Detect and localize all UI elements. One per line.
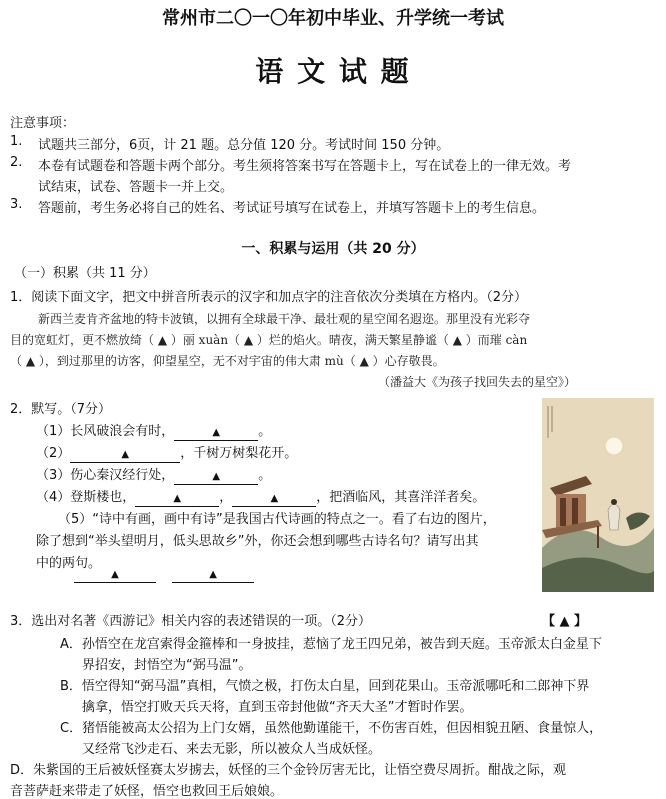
q2-line-1-text: （1）长风破浪会有时， (36, 424, 175, 439)
answer-blank[interactable] (172, 567, 254, 583)
q2-line-5: （5）“诗中有画，画中有诗”是我国古代诗画的特点之一。看了右边的图片， (58, 512, 496, 527)
q2-line-3 (36, 464, 271, 485)
answer-blank[interactable] (174, 425, 258, 441)
answer-marker: ▲ (212, 471, 221, 482)
q2-line-4-text: （4）登斯楼也， (36, 490, 136, 505)
notice-item-3: 答题前，考生务必将自己的姓名、考试证号填写在试卷上，并填写答题卡上的考生信息。 (38, 201, 546, 216)
answer-blank[interactable] (70, 447, 180, 463)
q2-line-1-end: 。 (258, 424, 272, 439)
q1-passage-line-1: 新西兰麦肯齐盆地的特卡波镇，以拥有全球最干净、最壮观的星空闻名遐迩。那里没有光彩夺 (38, 312, 531, 326)
q2-line-7: 中的两句。 (36, 556, 102, 571)
notice-item-3-num: 3. (10, 197, 23, 212)
q2-line-4 (36, 486, 485, 507)
q2-line-3-text: （3）伤心秦汉经行处， (36, 468, 175, 483)
q3-option-a-cont: 界招安，封悟空为“弼马温”。 (82, 658, 252, 673)
q2-line-2 (36, 442, 297, 463)
exam-title: 常州市二〇一〇年初中毕业、升学统一考试 (162, 8, 504, 29)
notice-heading: 注意事项： (10, 116, 76, 131)
q3-option-b-cont: 擒拿，悟空打败天兵天将，直到玉帝封他做“齐天大圣”才暂时作罢。 (82, 700, 473, 715)
q3-option-c-cont: 又经常飞沙走石、来去无影，所以被众人当成妖怪。 (82, 742, 382, 757)
subsection-title: （一）积累（共 11 分） (14, 266, 156, 281)
q1-source: （潘益大《为孩子找回失去的星空》） (378, 375, 577, 389)
answer-blank[interactable] (135, 491, 219, 507)
answer-marker: ▲ (209, 569, 217, 580)
answer-marker: ▲ (173, 493, 182, 504)
q2-line-2-text: （2） (36, 446, 71, 461)
q1-passage-line-2: 目的宽虹灯，更不燃放绮（ ▲ ）丽 xuàn（ ▲ ）烂的焰火。晴夜，满天繁星静谧（ ▲ ）而璀 càn (10, 333, 528, 347)
notice-item-2-cont: 试结束，试卷、答题卡一并上交。 (38, 180, 234, 195)
q3-option-d: D．朱紫国的王后被妖怪赛太岁掳去，妖怪的三个金铃厉害无比，让悟空费尽周折。酣战之际，观 (10, 763, 567, 778)
notice-item-2: 本卷有试题卷和答题卡两个部分。考生须将答案书写在答题卡上，写在试卷上的一律无效。考 (38, 159, 572, 174)
q3-option-d-cont: 音菩萨赶来带走了妖怪，悟空也救回王后娘娘。 (10, 784, 284, 799)
q3-option-c: C．猪悟能被高太公招为上门女婿，虽然他勤谨能干，不伤害百姓，但因相貌丑陋、食量惊人， (60, 721, 603, 736)
q3-stem: 3．选出对名著《西游记》相关内容的表述错误的一项。（2分） (10, 614, 372, 629)
q2-line-2-end: ，千树万树梨花开。 (180, 446, 298, 461)
painting-image (542, 398, 654, 592)
q2-line-6: 除了想到“举头望明月，低头思故乡”外，你还会想到哪些古诗名句？请写出其 (36, 534, 479, 549)
answer-marker: ▲ (212, 427, 221, 438)
q2-stem: 2．默写。（7分） (10, 402, 112, 417)
answer-marker: ▲ (270, 493, 279, 504)
q2-line-4-end: ，把酒临风，其喜洋洋者矣。 (316, 490, 486, 505)
answer-blank[interactable] (174, 469, 258, 485)
moon-pavilion-painting (542, 398, 654, 592)
section-title: 一、积累与运用（共 20 分） (241, 241, 425, 257)
q3-option-a: A．孙悟空在龙宫索得金箍棒和一身披挂，惹恼了龙王四兄弟，被告到天庭。玉帝派太白金星下 (60, 637, 602, 652)
q2-answer-lines (74, 566, 254, 583)
q3-answer-bracket[interactable]: 【 ▲ 】 (542, 614, 588, 629)
answer-blank[interactable] (232, 491, 316, 507)
answer-marker: ▲ (121, 449, 130, 460)
q1-passage-line-3: （ ▲ ），到过那里的访客，仰望星空，无不对宇宙的伟大肃 mù（ ▲ ）心存敬畏。 (10, 354, 445, 368)
answer-blank[interactable] (74, 567, 156, 583)
notice-item-2-num: 2. (10, 155, 23, 170)
answer-marker: ▲ (111, 569, 119, 580)
subject-title: 语 文 试 题 (255, 55, 411, 88)
q1-stem: 1．阅读下面文字，把文中拼音所表示的汉字和加点字的注音依次分类填在方格内。（2分） (10, 290, 528, 305)
q3-option-b: B．悟空得知“弼马温”真相，气愤之极，打伤太白星，回到花果山。玉帝派哪吒和二郎神下界 (60, 679, 590, 694)
q2-line-1 (36, 420, 271, 441)
q2-line-3-end: 。 (258, 468, 272, 483)
q2-line-4-mid: ， (219, 490, 233, 505)
notice-item-1-num: 1. (10, 134, 23, 149)
notice-item-1: 试题共三部分，6页，计 21 题。总分值 120 分。考试时间 150 分钟。 (38, 138, 450, 153)
